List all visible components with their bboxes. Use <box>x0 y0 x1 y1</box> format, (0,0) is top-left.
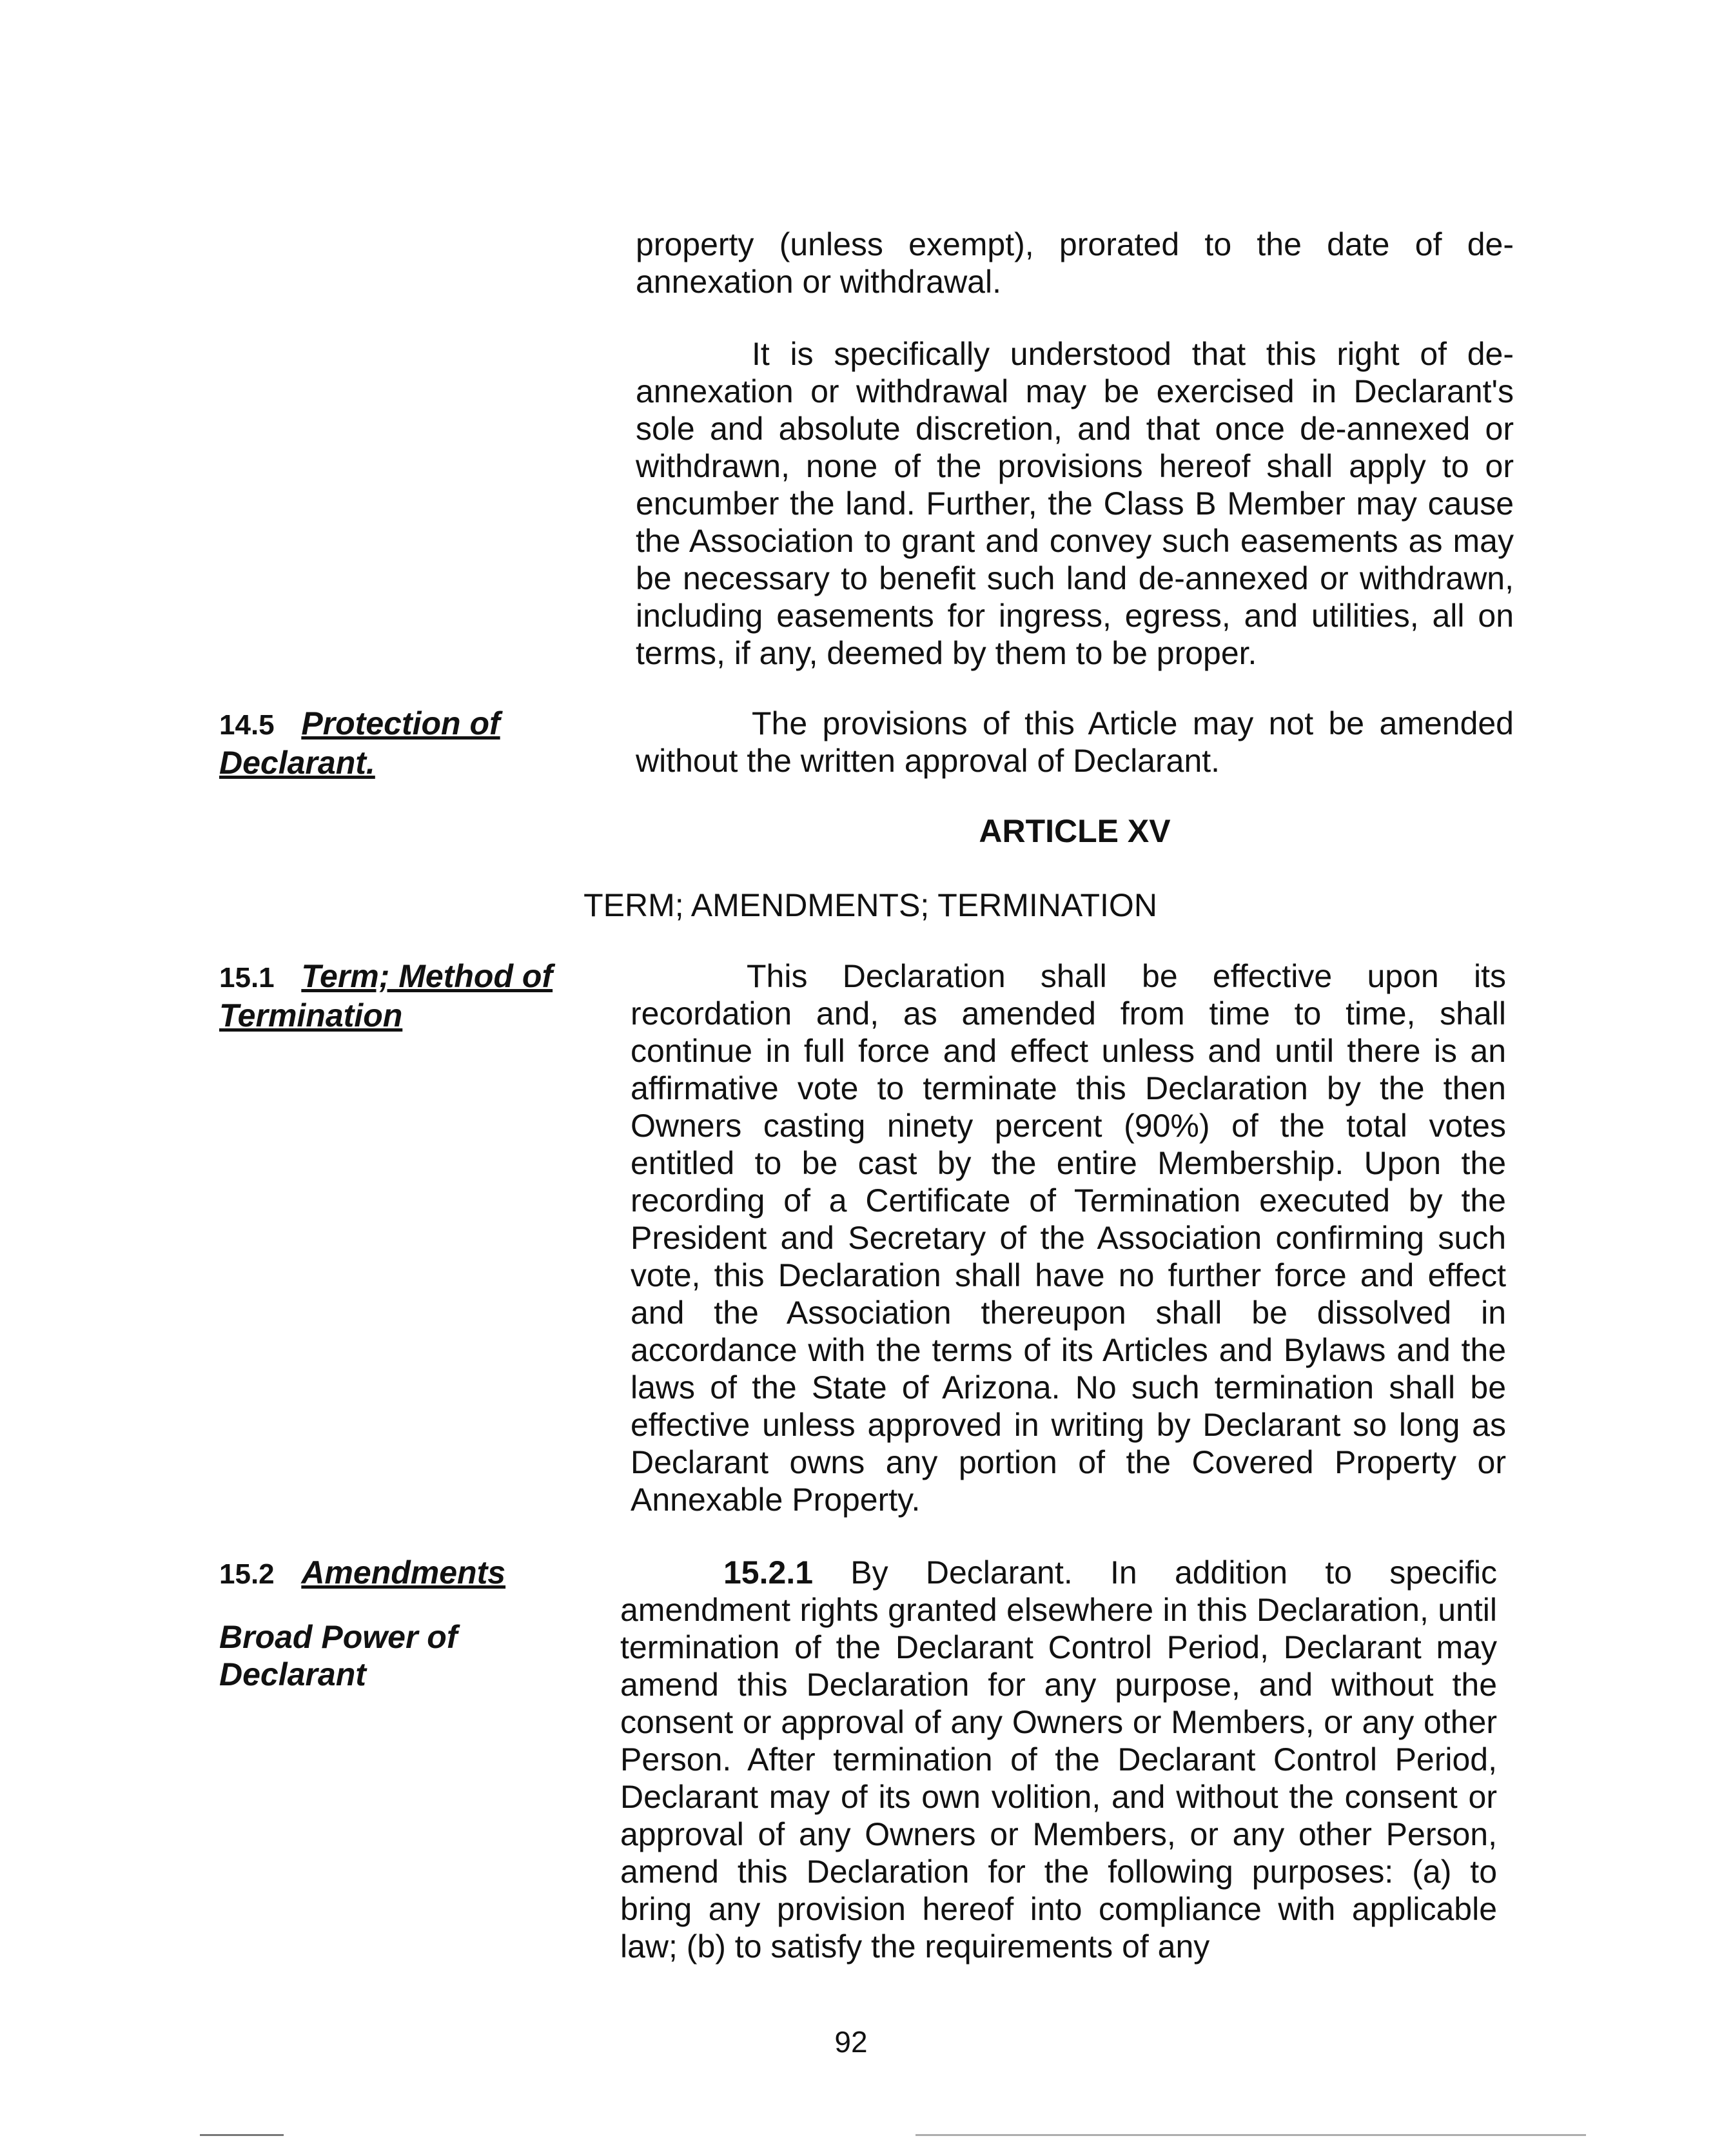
section-14-5-heading <box>219 705 606 781</box>
section-15-2-subtitle: Broad Power of Declarant <box>219 1619 458 1692</box>
section-number: 15.2 <box>219 1558 275 1590</box>
article-subheading: TERM; AMENDMENTS; TERMINATION <box>583 887 1157 923</box>
section-number: 14.5 <box>219 709 275 741</box>
paragraph-deannexation <box>636 335 1514 672</box>
section-number: 15.1 <box>219 962 275 994</box>
scan-artifact <box>200 2134 284 2136</box>
subsection-lead: By Declarant. <box>850 1554 1073 1591</box>
section-15-2-heading <box>219 1554 606 1593</box>
section-title: Amendments <box>301 1554 506 1591</box>
section-15-2-body <box>620 1554 1497 1965</box>
scan-artifact <box>915 2134 1586 2136</box>
section-title: Protection of Declarant. <box>219 705 500 781</box>
section-14-5-body <box>636 705 1514 779</box>
section-15-1-heading <box>219 957 606 1034</box>
section-title: Term; Method of Termination <box>219 958 553 1034</box>
paragraph-deannexation-text: It is specifically understood that this right of de-annexation or withdrawal may be exercised in Declarant's sole and absolute discretion, and that once de-annexed or withdrawn, none of the provisions hereof shall apply to or encumber the land. Further, the Class B Member may cause the Association to grant and convey such easements as may be necessary to benefit such land de-annexed or withdrawn, including easements for ingress, egress, and utilities, all on terms, if any, deemed by them to be proper. <box>636 336 1514 671</box>
section-14-5-text: The provisions of this Article may not be amended without the written approval of Declarant. <box>636 705 1514 779</box>
paragraph-continued: property (unless exempt), prorated to the date of de-annexation or withdrawal. <box>636 226 1514 300</box>
section-15-1-text: This Declaration shall be effective upon its recordation and, as amended from time to time, shall continue in full force and effect unless and until there is an affirmative vote to terminate this Declaration by the then Owners casting ninety percent (90%) of the total votes entitled to be cast by the entire Membership. Upon the recording of a Certificate of Termination executed by the President and Secretary of the Association confirming such vote, this Declaration shall have no further force and effect and the Association thereupon shall be dissolved in accordance with the terms of its Articles and Bylaws and the laws of the State of Arizona. No such termination shall be effective unless approved in writing by Declarant so long as Declarant owns any portion of the Covered Property or Annexable Property. <box>631 958 1506 1518</box>
subsection-number: 15.2.1 <box>723 1554 814 1591</box>
section-15-1-body <box>631 957 1506 1518</box>
section-15-2-text: In addition to specific amendment rights granted elsewhere in this Declaration, until termination of the Declarant Control Period, Declarant may amend this Declaration for any purpose, and without the consent or approval of any Owners or Members, or any other Person. After termination of the Declarant Control Period, Declarant may of its own volition, and without the consent or approval of any Owners or Members, or any other Person, amend this Declaration for the following purposes: (a) to bring any provision hereof into compliance with applicable law; (b) to satisfy the requirements of any <box>620 1554 1497 1965</box>
article-heading: ARTICLE XV <box>979 813 1171 849</box>
page-number: 92 <box>834 2025 868 2059</box>
